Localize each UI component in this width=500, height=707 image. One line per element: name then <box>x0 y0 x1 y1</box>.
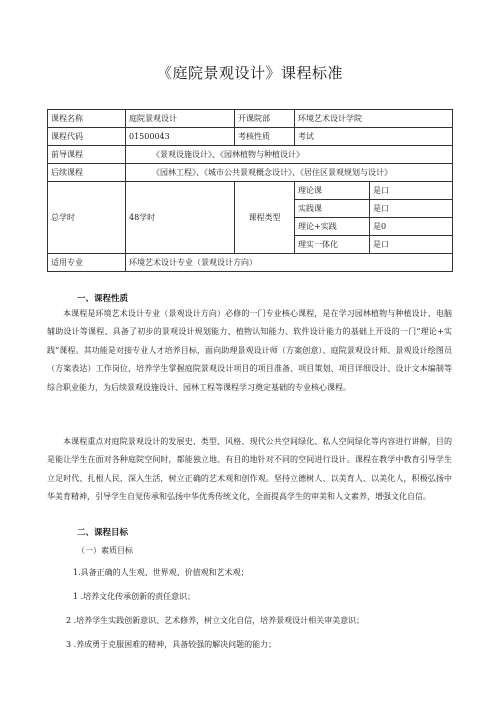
dept-value: 环境艺术设计学院 <box>295 110 453 128</box>
type-mixed-label: 理论+实践 <box>295 218 370 236</box>
major-label: 适用专业 <box>48 254 126 272</box>
course-type-label: 课程类型 <box>235 182 295 254</box>
type-theory-value: 是口 <box>370 182 453 200</box>
course-code-value: 01500043 <box>126 128 235 146</box>
course-info-table <box>47 109 453 272</box>
list-item: 3 .养成勇于克服困难的精神，具备较强的解决问题的能力； <box>66 640 277 649</box>
type-practice-value: 是口 <box>370 200 453 218</box>
prereq-value: 《景观设施设计》、《园林植物与种植设计》 <box>126 146 453 164</box>
dept-label: 开课院部 <box>235 110 295 128</box>
type-integrated-label: 理实一体化 <box>295 236 370 254</box>
type-integrated-value: 是口 <box>370 236 453 254</box>
exam-type-value: 考试 <box>295 128 453 146</box>
table-row <box>48 164 453 182</box>
document-title: 《庭院景观设计》课程标准 <box>156 64 343 82</box>
table-row <box>48 182 453 200</box>
hours-label: 总学时 <box>48 182 126 254</box>
type-theory-label: 理论课 <box>295 182 370 200</box>
type-practice-label: 实践课 <box>295 200 370 218</box>
section-heading-nature: 一、课程性质 <box>77 294 129 304</box>
table-row <box>48 146 453 164</box>
table-row <box>48 128 453 146</box>
course-name-label: 课程名称 <box>48 110 126 128</box>
followup-value: 《园林工程》、《城市公共景观概念设计》、《居住区景观规划与设计》 <box>126 164 453 182</box>
section-heading-goals: 二、课程目标 <box>77 528 129 538</box>
list-item: 2 .培养学生实践创新意识、艺术修养，树立文化自信，培养景观设计相关审美意识； <box>66 616 365 625</box>
major-value: 环境艺术设计专业（景观设计方向） <box>126 254 453 272</box>
table-row <box>48 110 453 128</box>
hours-value: 48学时 <box>126 182 235 254</box>
exam-type-label: 考核性质 <box>235 128 295 146</box>
course-code-label: 课程代码 <box>48 128 126 146</box>
paragraph-nature-2: 本课程重点对庭院景观设计的发展史、类型、风格、现代公共空间绿化、私人空间绿化等内容进行讲解，目的是能让学生在面对各种庭院空间时，都能独立地、有目的地针对不同的空间进行设计。课程在教学中教育引导学生立足时代、扎根人民、深入生活，树立正确的艺术观和创作观。坚持立德树人、以美育人、以美化人，积极弘扬中华美育精神，引导学生自觉传承和弘扬中华优秀传统文化，全面提高学生的审美和人文素养，增强文化自信。 <box>47 437 452 502</box>
table-row <box>48 254 453 272</box>
list-item: 1 .培养文化传承创新的责任意识； <box>73 592 196 601</box>
course-name-value: 庭院景观设计 <box>126 110 235 128</box>
type-mixed-value: 是0 <box>370 218 453 236</box>
followup-label: 后续课程 <box>48 164 126 182</box>
subsection-heading-quality: （一）素质目标 <box>77 546 133 555</box>
paragraph-nature-1: 本课程是环境艺术设计专业（景观设计方向）必修的一门专业核心课程，是在学习园林植物与种植设计、电脑辅助设计等课程、具备了初步的景观设计规划能力、植物认知能力、软件设计能力的基础上开设的一门“理论+实践”课程。其功能是对接专业人才培养目标，面向助理景观设计师（方案创意）、庭院景观设计师、景观设计绘图员（方案表达）工作岗位，培养学生掌握庭院景观设计项目的项目准备、项目策划、项目详细设计、设计文本编制等综合职业能力，为后续景观设施设计、园林工程等课程学习奠定基础的专业核心课程。 <box>47 309 452 392</box>
prereq-label: 前导课程 <box>48 146 126 164</box>
list-item: 1.具备正确的人生观、世界观、价值观和艺术观； <box>73 568 249 577</box>
